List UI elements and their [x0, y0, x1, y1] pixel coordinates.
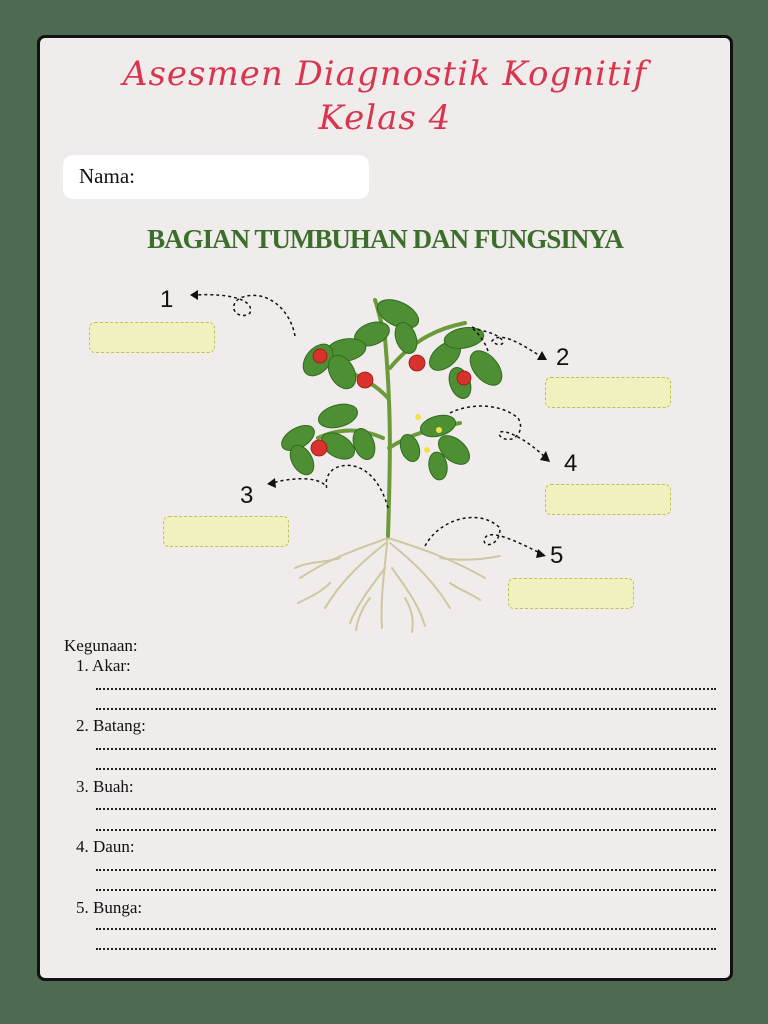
answer-line[interactable] — [96, 948, 716, 950]
answer-line[interactable] — [96, 829, 716, 831]
title-line-1: Asesmen Diagnostik Kognitif — [122, 54, 648, 94]
answer-box-1[interactable] — [89, 322, 215, 353]
item-akar: 1. Akar: — [76, 656, 131, 675]
label-number-2: 2 — [556, 344, 570, 371]
answer-line[interactable] — [96, 808, 716, 810]
answer-box-3[interactable] — [163, 516, 289, 547]
answer-box-2[interactable] — [545, 377, 671, 408]
plant-roots-illustration — [295, 533, 500, 632]
answer-line[interactable] — [96, 708, 716, 710]
answer-box-4[interactable] — [545, 484, 671, 515]
worksheet — [37, 35, 733, 981]
label-number-3: 3 — [240, 482, 254, 509]
kegunaan-label: Kegunaan: — [64, 636, 138, 655]
item-batang: 2. Batang: — [76, 716, 146, 735]
answer-box-5[interactable] — [508, 578, 634, 609]
answer-line[interactable] — [96, 748, 716, 750]
label-number-5: 5 — [550, 542, 564, 569]
item-buah: 3. Buah: — [76, 777, 134, 796]
answer-line[interactable] — [96, 889, 716, 891]
plant-leaves-illustration — [277, 294, 508, 482]
answer-line[interactable] — [96, 869, 716, 871]
label-number-1: 1 — [160, 286, 174, 313]
section-heading: BAGIAN TUMBUHAN DAN FUNGSINYA — [147, 224, 623, 254]
answer-line[interactable] — [96, 928, 716, 930]
title-line-2: Kelas 4 — [318, 98, 452, 138]
name-label: Nama: — [79, 164, 135, 188]
item-bunga: 5. Bunga: — [76, 898, 143, 917]
answer-line[interactable] — [96, 768, 716, 770]
item-daun: 4. Daun: — [76, 837, 135, 856]
label-number-4: 4 — [564, 450, 578, 477]
answer-line[interactable] — [96, 688, 716, 690]
